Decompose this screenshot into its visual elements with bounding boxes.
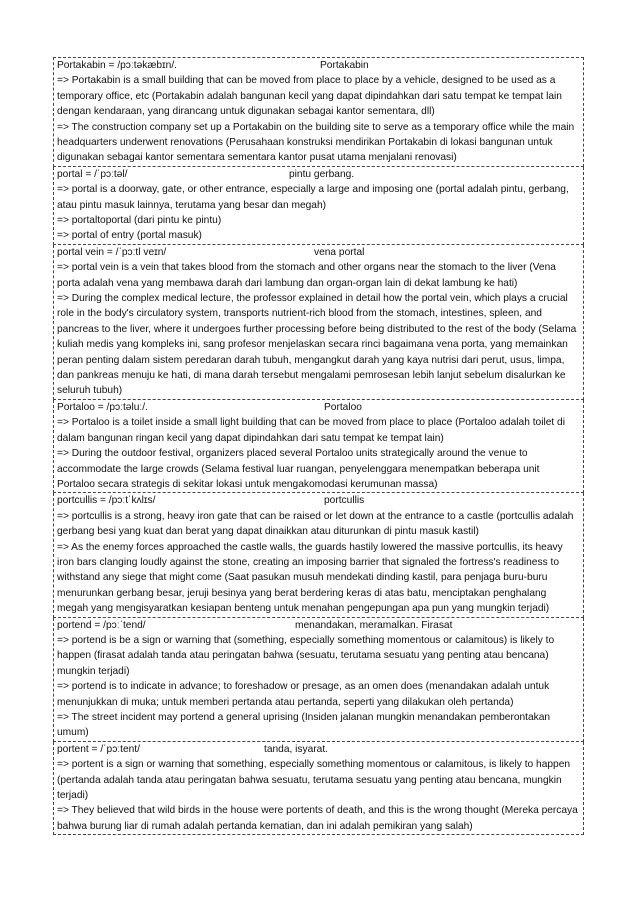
entry-definition: => Portaloo is a toilet inside a small light building that can be moved from place to place (Portaloo adalah toilet di dalam bangunan ringan kecil yang dapat dipindahkan dari satu tempat ke tempat lain)	[57, 417, 565, 444]
entry-header	[57, 400, 580, 415]
entry-definition: => portcullis is a strong, heavy iron gate that can be raised or let down at the entrance to a castle (portcullis adalah gerbang besi yang kuat dan berat yang dapat dinaikkan atau diturunkan di pintu masuk kastil)	[57, 510, 574, 538]
entry-example: => The construction company set up a Portakabin on the building site to serve as a temporary office while the main headquarters underwent renovations (Perusahaan konstruksi mendirikan Portakabin di lokasi bangunan untuk digunakan sebagai kantor sementara sementara kantor pusat utama menjalani renovasi)	[57, 121, 575, 164]
entry-translation: pintu gerbang.	[289, 168, 355, 180]
entry-header	[57, 245, 580, 260]
entry-example: => The street incident may portend a general uprising (Insiden jalanan mungkin menandakan pemberontakan umum)	[57, 711, 551, 739]
entry-translation: Portakabin	[320, 60, 369, 71]
entry-example: => As the enemy forces approached the castle walls, the guards hastily lowered the massive portcullis, its heavy iron bars clanging loudly against the stone, creating an imposing barrier that signaled the fortress's readiness to withstand any siege that might come (Saat pasukan musuh mendekati dinding kastil, para penjaga buru-buru menurunkan gerbang besar, jeruji besinya yang berat berdering keras di atas batu, menciptakan penghalang megah yang mengisyaratkan kesiapan benteng untuk menahan pengepungan apa pun yang mungkin terjadi)	[57, 541, 563, 615]
entry-example: => During the outdoor festival, organizers placed several Portaloo units strategically around the venue to accommodate the large crowds (Selama festival luar ruangan, penyelenggara menempatkan beberapa unit Portaloo secara strategis di sekitar lokasi untuk mengakomodasi kerumunan massa)	[57, 448, 540, 490]
entry-translation: menandakan, meramalkan. Firasat	[295, 619, 453, 631]
entry-term: Portaloo = /pɔːtəluː/.	[57, 401, 148, 413]
entry-definition: => Portakabin is a small building that can be moved from place to place by a vehicle, designed to be used as a temporary office, etc (Portakabin adalah bangunan kecil yang dapat dipindahkan dari satu tempat ke tempat lain dengan kendaraan, yang dirancang untuk digunakan sebagai kantor sementara, dll)	[57, 75, 562, 118]
entry-term: portcullis = /pɔːtˈkʌlɪs/	[57, 495, 156, 507]
entry-header	[57, 742, 580, 757]
dictionary-entry	[53, 742, 584, 835]
entry-translation: vena portal	[314, 246, 365, 258]
dictionary-entry	[53, 245, 584, 400]
entry-translation: portcullis	[324, 495, 365, 507]
entry-example: => During the complex medical lecture, the professor explained in detail how the portal vein, which plays a crucial role in the body's circulatory system, transports nutrient-rich blood from the stomach, intestines, spleen, and pancreas to the liver, where it undergoes further processing before being distributed to the rest of the body (Selama kuliah medis yang kompleks ini, sang profesor menjelaskan secara rinci bagaimana vena porta, yang memainkan peran penting dalam sistem peredaran darah tubuh, mengangkut darah yang kaya nutrisi dari perut, usus, limpa, dan pankreas menuju ke hati, di mana darah tersebut mengalami pemrosesan lebih lanjut sebelum disalurkan ke seluruh tubuh)	[57, 293, 577, 397]
entry-header	[57, 167, 580, 182]
entry-term: Portakabin = /pɔːtəkæbɪn/.	[57, 60, 178, 71]
entry-definition: => portent is a sign or warning that something, especially something momentous or calamitous, is likely to happen (pertanda adalah tanda atau peringatan bahwa sesuatu, terutama sesuatu yang penting atau bencana, mungkin terjadi)	[57, 759, 571, 801]
entry-header	[57, 493, 580, 508]
dictionary-entry	[53, 400, 584, 493]
dictionary-entry	[53, 618, 584, 742]
entry-header	[57, 618, 580, 633]
entry-term: portend = /pɔːˈtend/	[57, 619, 146, 631]
entry-translation: Portaloo	[324, 401, 362, 413]
dictionary-table	[53, 57, 584, 835]
entry-term: portal = /ˈpɔːtəl/	[57, 168, 128, 180]
entry-header	[57, 58, 580, 73]
entry-example: => portal of entry (portal masuk)	[57, 230, 202, 242]
entry-term: portent = /ˈpɔːtent/	[57, 743, 140, 755]
entry-translation: tanda, isyarat.	[264, 743, 328, 755]
entry-example: => portend is to indicate in advance; to foreshadow or presage, as an omen does (menandakan adalah untuk menunjukkan di muka; untuk memberi pertanda atau pertanda, seperti yang dilakukan oleh pertanda)	[57, 681, 550, 708]
dictionary-entry	[53, 493, 584, 617]
entry-example: => They believed that wild birds in the house were portents of death, and this is the wrong thought (Mereka percaya bahwa burung liar di rumah adalah pertanda kematian, dan ini adalah pemikiran yang salah)	[57, 805, 578, 832]
entry-example: => portaltoportal (dari pintu ke pintu)	[57, 215, 222, 227]
dictionary-entry	[53, 167, 584, 245]
entry-term: portal vein = /ˈpɔːtl veɪn/	[57, 246, 167, 258]
entry-definition: => portend is be a sign or warning that (something, especially something momentous or calamitous) is likely to happen (firasat adalah tanda atau peringatan bahwa (sesuatu, terutama sesuatu yang penting atau bencana) mungkin terjadi)	[57, 634, 555, 677]
entry-definition: => portal vein is a vein that takes blood from the stomach and other organs near the stomach to the liver (Vena porta adalah vena yang membawa darah dari lambung dan organ-organ lain di dekat lambung ke hati)	[57, 262, 556, 289]
dictionary-entry	[53, 57, 584, 167]
entry-definition: => portal is a doorway, gate, or other entrance, especially a large and imposing one (portal adalah pintu, gerbang, atau pintu masuk lainnya, terutama yang besar dan megah)	[57, 184, 569, 211]
